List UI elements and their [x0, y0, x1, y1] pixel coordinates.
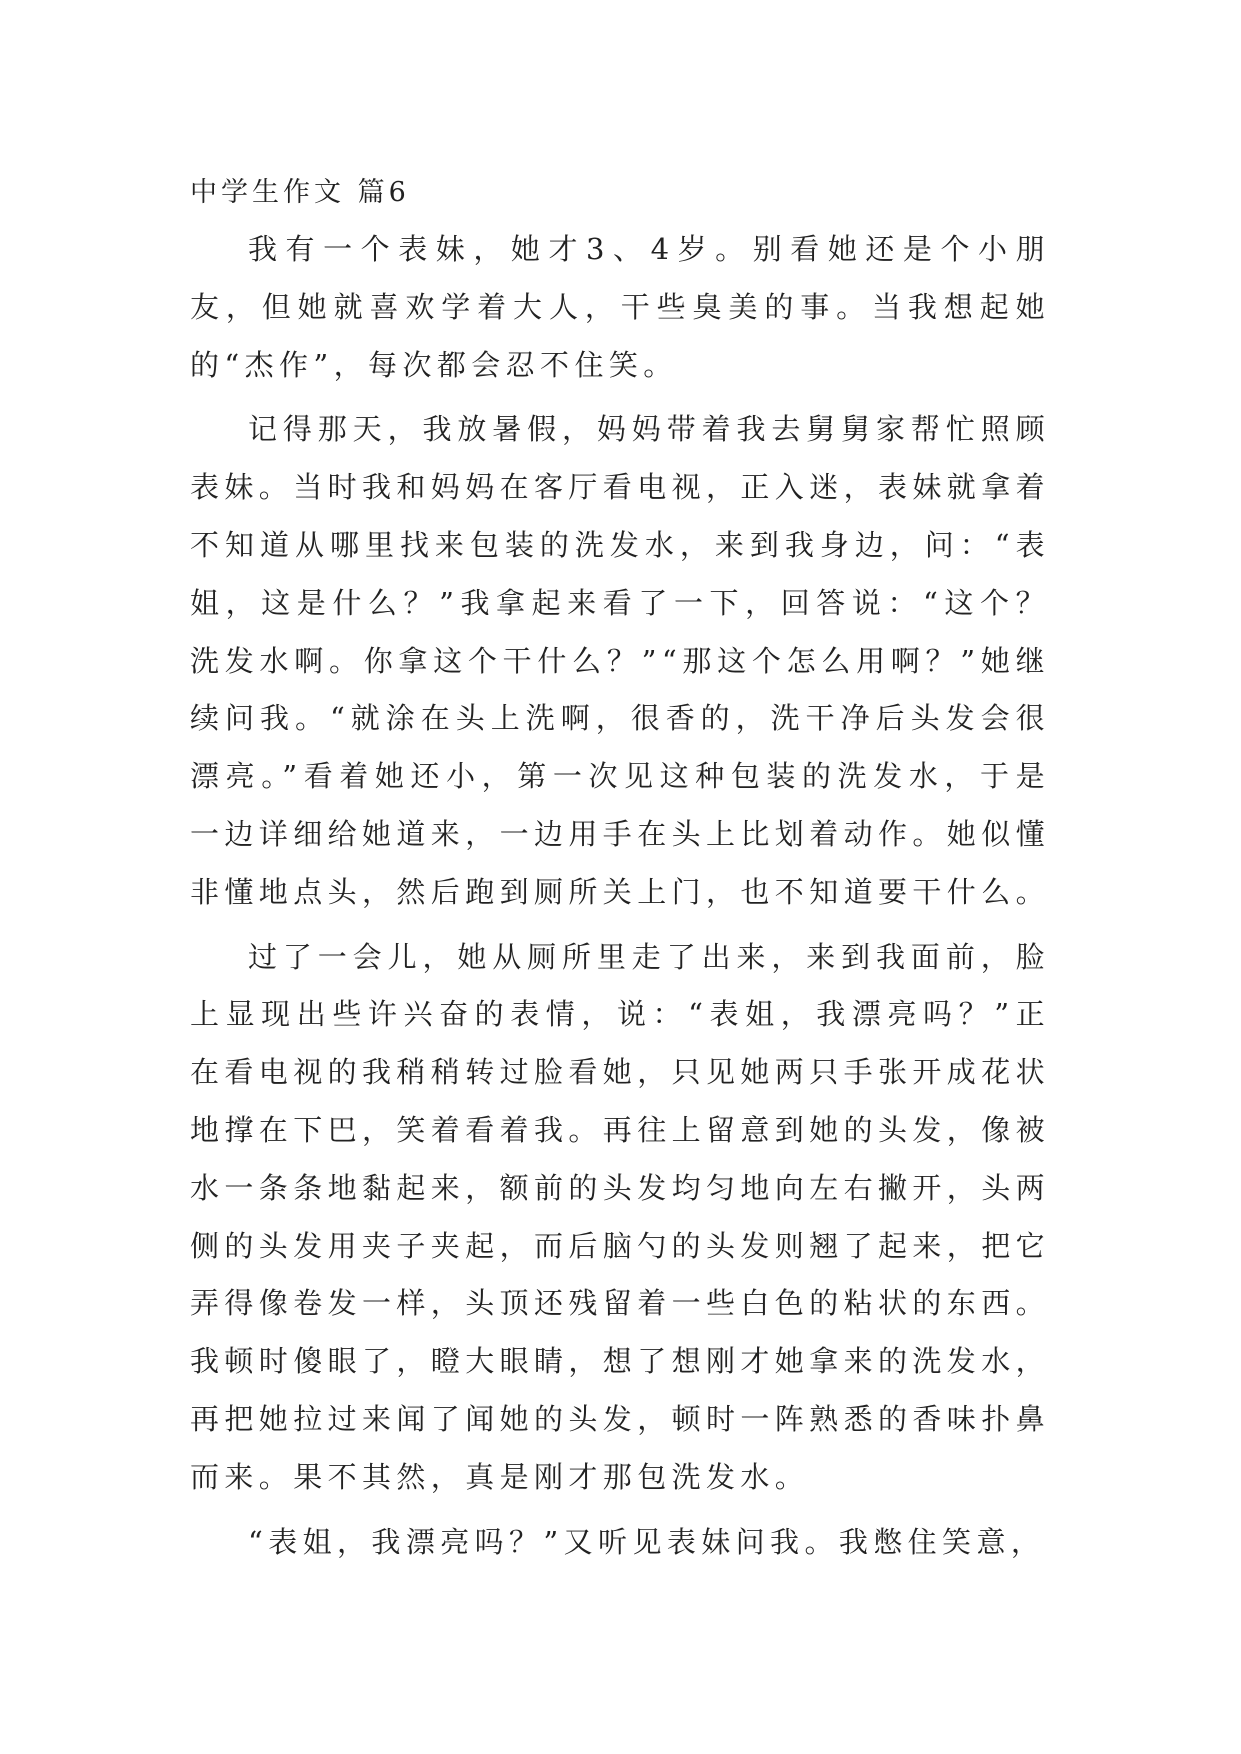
- paragraph-1: 我有一个表妹，她才3、4岁。别看她还是个小朋友，但她就喜欢学着大人，干些臭美的事。当我想起她的“杰作”，每次都会忍不住笑。: [190, 232, 1050, 382]
- paragraph-4: “表姐，我漂亮吗？”又听见表妹问我。我憋住笑意，: [248, 1524, 1046, 1559]
- paragraph-2: 记得那天，我放暑假，妈妈带着我去舅舅家帮忙照顾表妹。当时我和妈妈在客厅看电视，正入迷，表妹就拿着不知道从哪里找来包装的洗发水，来到我身边，问：“表姐，这是什么？”我拿起来看了一下，回答说：“这个？洗发水啊。你拿这个干什么？”“那这个怎么用啊？”她继续问我。“就涂在头上洗啊，很香的，洗干净后头发会很漂亮。”看着她还小，第一次见这种包装的洗发水，于是一边详细给她道来，一边用手在头上比划着动作。她似懂非懂地点头，然后跑到厕所关上门，也不知道要干什么。: [190, 412, 1051, 909]
- paragraph-3: 过了一会儿，她从厕所里走了出来，来到我面前，脸上显现出些许兴奋的表情，说：“表姐，我漂亮吗？”正在看电视的我稍稍转过脸看她，只见她两只手张开成花状地撑在下巴，笑着看着我。再往上留意到她的头发，像被水一条条地黏起来，额前的头发均匀地向左右撇开，头两侧的头发用夹子夹起，而后脑勺的头发则翘了起来，把它弄得像卷发一样，头顶还残留着一些白色的粘状的东西。我顿时傻眼了，瞪大眼睛，想了想刚才她拿来的洗发水，再把她拉过来闻了闻她的头发，顿时一阵熟悉的香味扑鼻而来。果不其然，真是刚才那包洗发水。: [190, 939, 1051, 1494]
- document-title: 中学生作文 篇6: [190, 177, 410, 208]
- document-page: [190, 165, 1050, 1578]
